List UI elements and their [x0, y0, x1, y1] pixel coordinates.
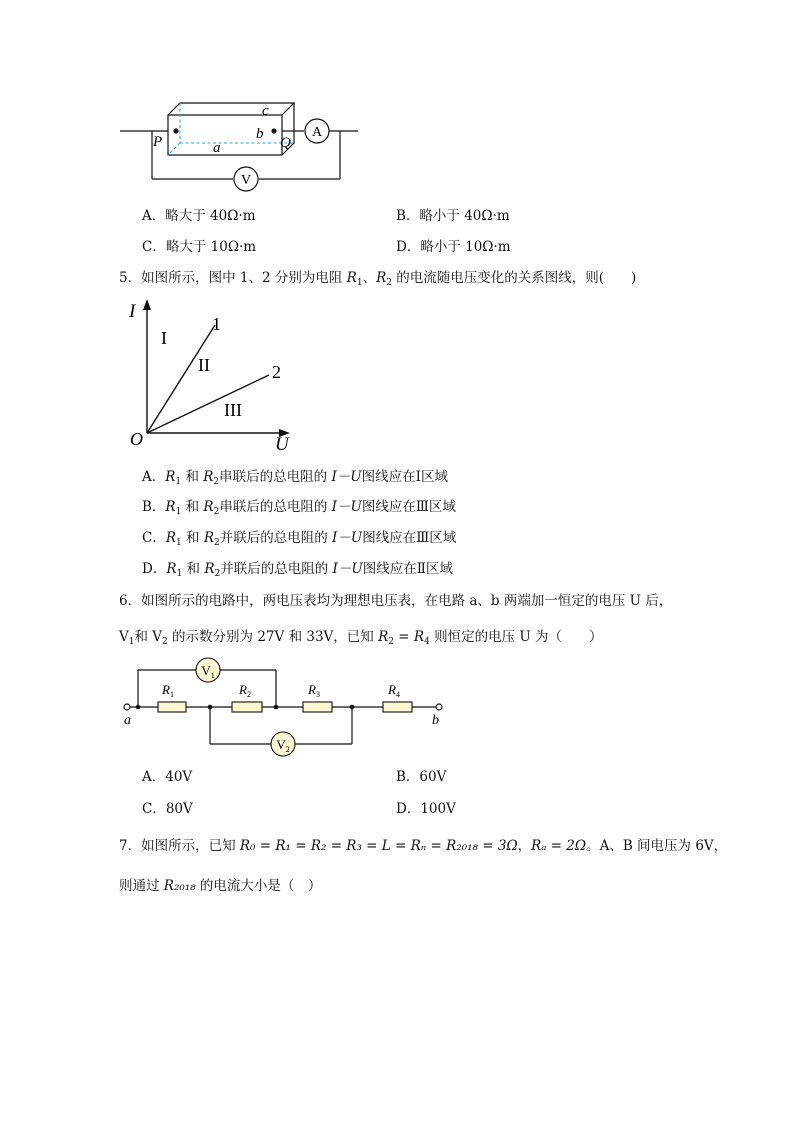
q5-option-d[interactable]: D．$R_1$ 和 $R_2$并联后的总电阻的 I－U图线应在Ⅱ区域: [142, 561, 453, 579]
edge-a-label: a: [213, 140, 221, 156]
series-circuit-figure: [118, 655, 453, 760]
point-p-label: P: [153, 134, 163, 150]
q5-option-c[interactable]: C．$R_1$ 和 $R_2$并联后的总电阻的 I－U图线应在Ⅲ区域: [142, 530, 457, 548]
region-2-label: II: [198, 355, 210, 375]
v1-meter-label: $V_1$: [201, 663, 215, 680]
q6-option-a[interactable]: A．40V: [142, 769, 193, 785]
corner-c-label: c: [262, 103, 269, 119]
r1-label: $R_1$: [162, 682, 174, 699]
line-2-label: 2: [272, 362, 281, 382]
r4-label: $R_4$: [388, 682, 400, 699]
q7-stem-line2: 则通过 R₂₀₁₈ 的电流大小是（ ）: [119, 878, 322, 894]
q5-option-b[interactable]: B．$R_1$ 和 $R_2$串联后的总电阻的 I－U图线应在Ⅲ区域: [142, 499, 456, 517]
voltmeter-label: V: [240, 173, 252, 188]
axis-u-label: U: [275, 434, 289, 455]
terminal-b-label: b: [432, 713, 439, 728]
terminal-a-label: a: [124, 713, 131, 728]
v2-meter-label: $V_2$: [276, 737, 290, 754]
line-1-label: 1: [212, 314, 221, 334]
q4-option-b[interactable]: B．略小于 40Ω·m: [396, 208, 510, 224]
q5-stem: 5．如图所示，图中 1、2 分别为电阻 $R_1$、$R_2$ 的电流随电压变化的关系图线，则( ): [119, 270, 637, 288]
iu-graph: [125, 295, 300, 455]
q6-stem-line2: $V_1$和 $V_2$ 的示数分别为 27V 和 33V，已知 $R_2 = R_4$ 则恒定的电压 U 为（ ）: [119, 629, 603, 647]
q5-option-a[interactable]: A．$R_1$ 和 $R_2$串联后的总电阻的 I－U图线应在Ⅰ区域: [142, 469, 449, 487]
q6-option-b[interactable]: B．60V: [396, 769, 447, 785]
point-q-label: Q: [280, 135, 291, 151]
q6-stem-line1: 6．如图所示的电路中，两电压表均为理想电压表，在电路 a、b 两端加一恒定的电压 U 后，: [119, 593, 673, 609]
ammeter-label: A: [311, 125, 323, 140]
q7-stem-line1: 7．如图所示，已知 R₀ = R₁ = R₂ = R₃ = L = Rₙ = R₂₀₁₈ = 3Ω，Rₐ = 2Ω。A、B 间电压为 6V，: [119, 838, 728, 854]
resistor-box-figure: [118, 98, 368, 193]
q6-option-d[interactable]: D．100V: [396, 801, 456, 817]
q4-option-c[interactable]: C．略大于 10Ω·m: [142, 239, 257, 255]
q4-option-d[interactable]: D．略小于 10Ω·m: [396, 239, 511, 255]
q4-option-a[interactable]: A．略大于 40Ω·m: [142, 208, 256, 224]
region-1-label: I: [161, 328, 167, 348]
origin-label: O: [130, 429, 143, 449]
r3-label: $R_3$: [308, 682, 320, 699]
r2-label: $R_2$: [239, 682, 251, 699]
region-3-label: III: [224, 400, 242, 420]
corner-b-label: b: [256, 126, 264, 142]
q6-option-c[interactable]: C．80V: [142, 801, 193, 817]
axis-i-label: I: [129, 301, 136, 322]
